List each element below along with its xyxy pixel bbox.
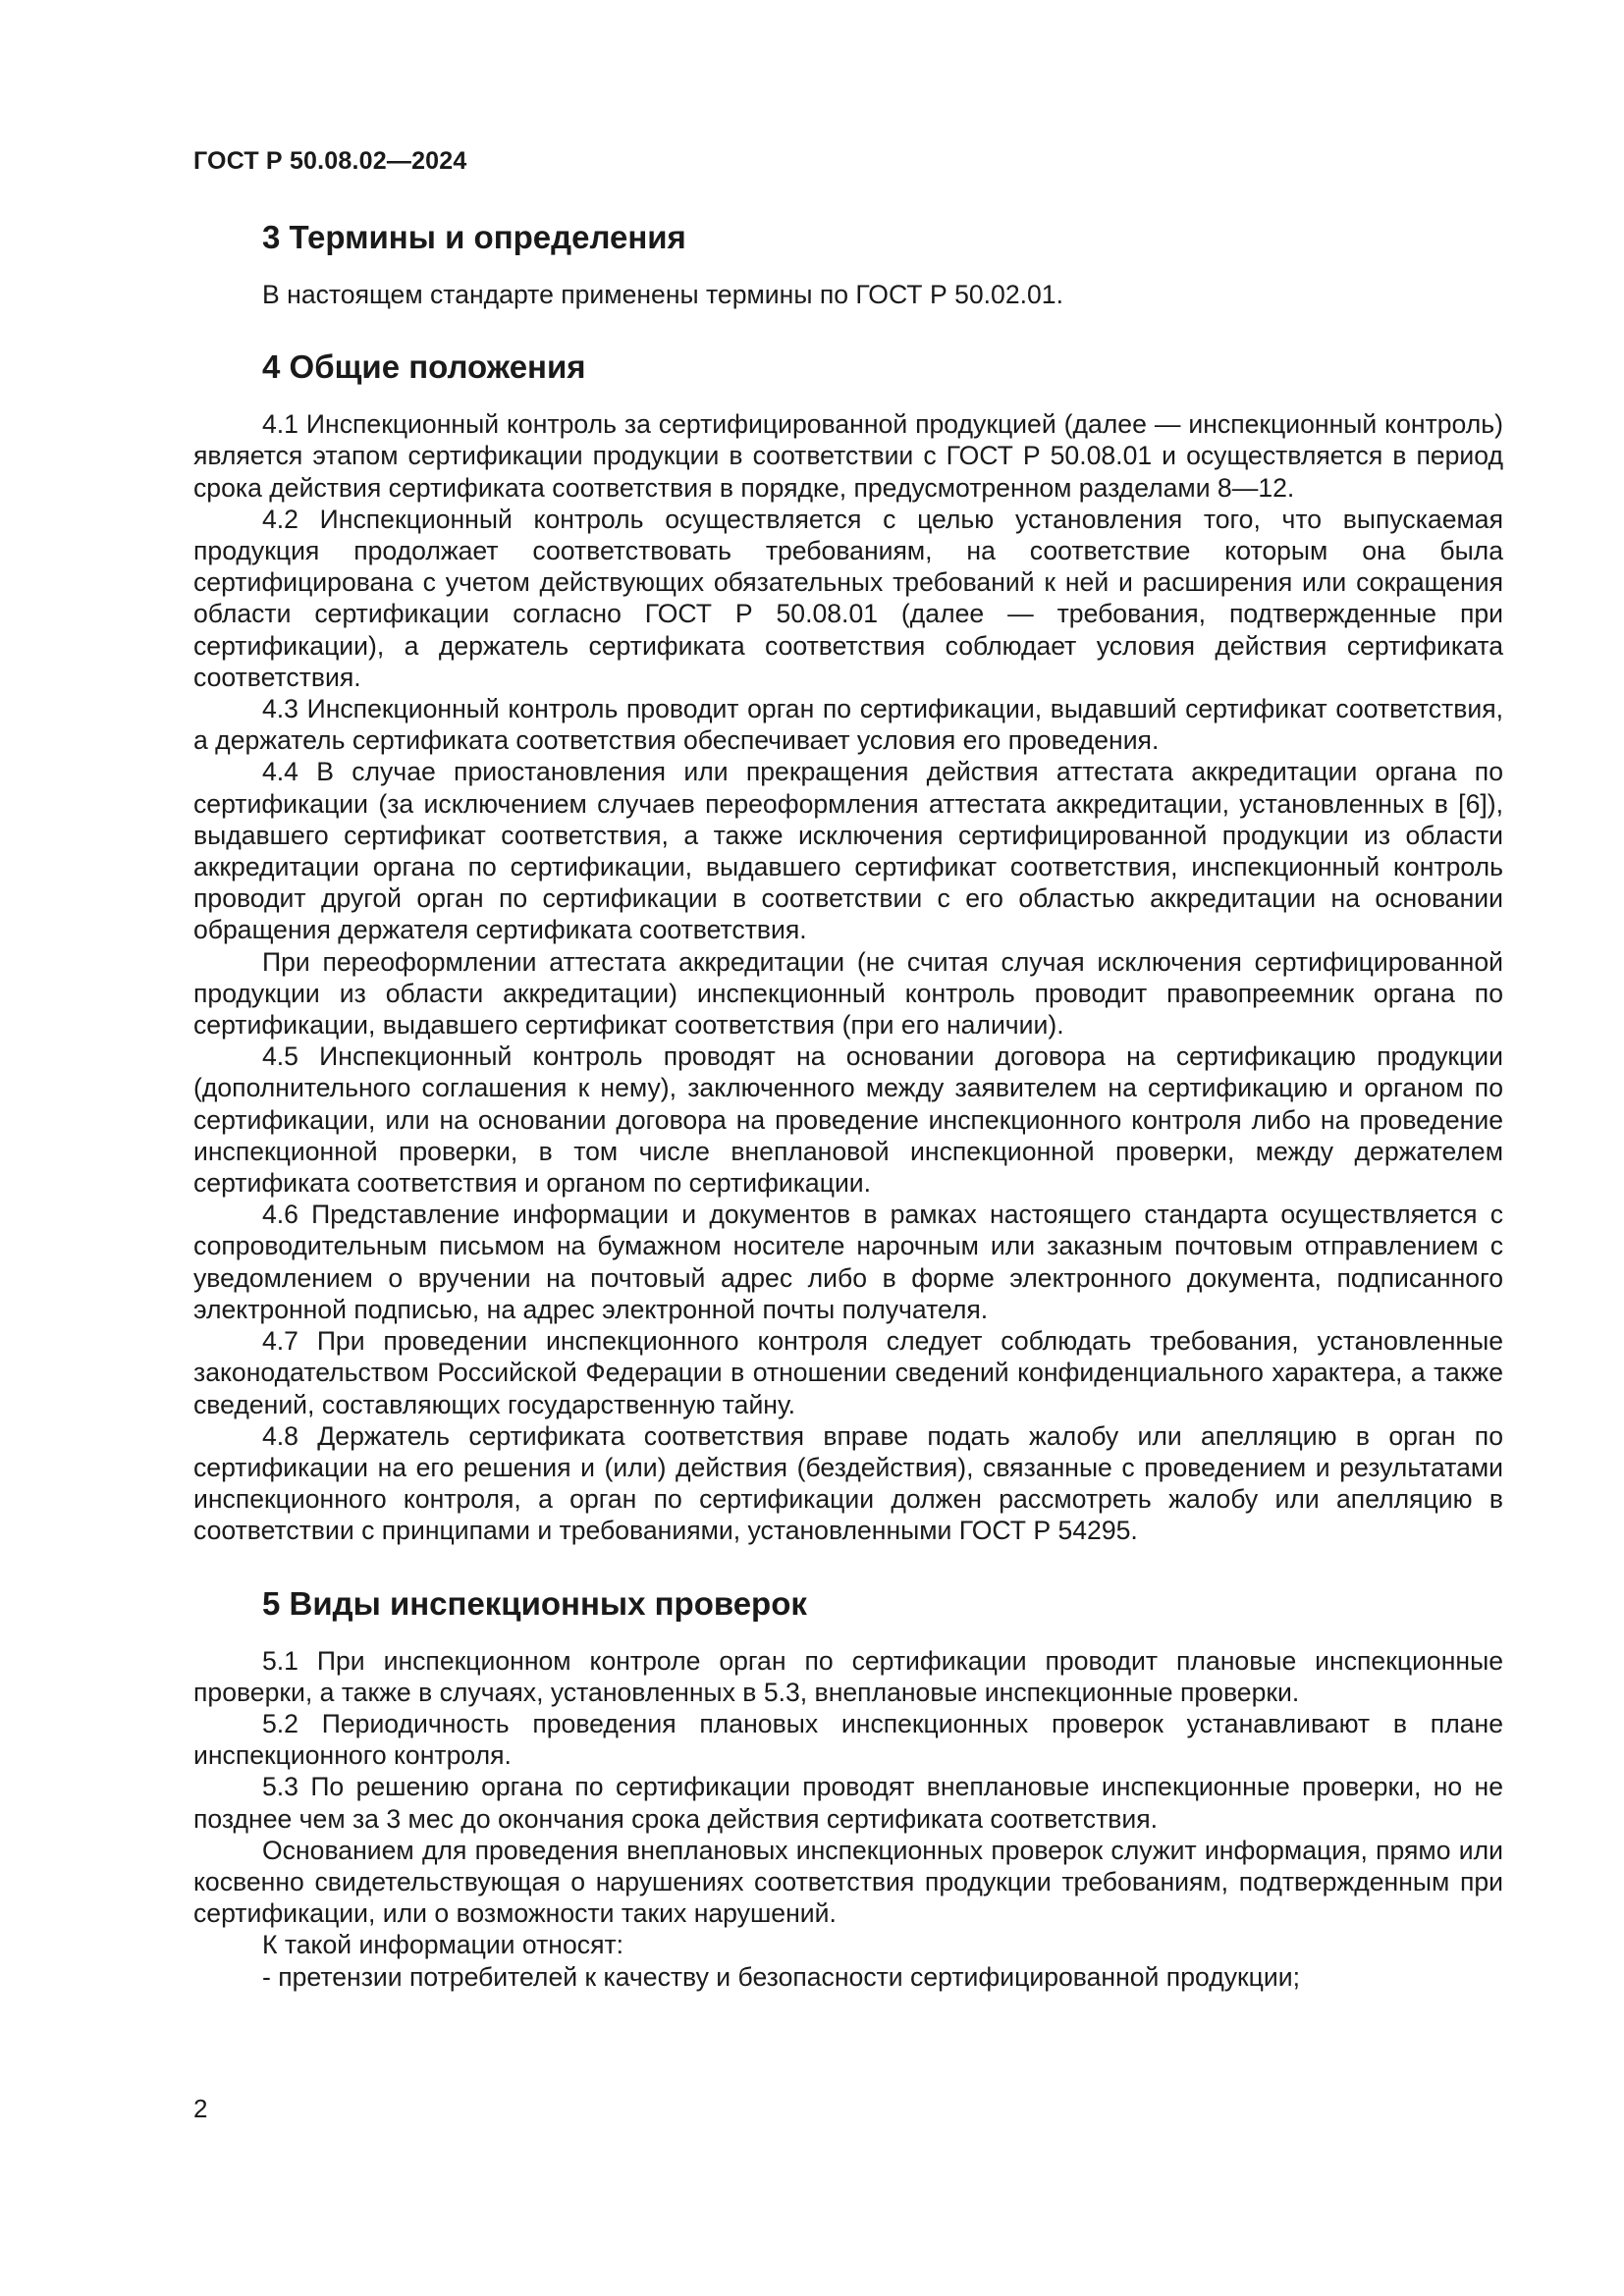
paragraph-5-3: 5.3 По решению органа по сертификации проводят внеплановые инспекционные проверки, но не позднее чем за 3 мес до окончания срока действия сертификата соответствия. xyxy=(193,1772,1503,1834)
section-4-title: 4 Общие положения xyxy=(262,348,586,386)
paragraph-5-2: 5.2 Периодичность проведения плановых инспекционных проверок устанавливают в плане инспекционного контроля. xyxy=(193,1708,1503,1771)
section-3-title: 3 Термины и определения xyxy=(262,219,686,255)
paragraph-4-4-continuation: При переоформлении аттестата аккредитации (не считая случая исключения сертифицированной продукции из области аккредитации) инспекционный контроль проводит правопреемник органа по сертификации, выдавшего сертификат соответствия (при его наличии). xyxy=(193,946,1503,1041)
paragraph-5-3-info-intro: К такой информации относят: xyxy=(262,1930,624,1960)
paragraph-4-5: 4.5 Инспекционный контроль проводят на основании договора на сертификацию продукции (дополнительного соглашения к нему), заключенного между заявителем на сертификацию и органом по сертификации, или на основании договора на проведение инспекционного контроля либо на проведение инспекционной проверки, в том числе внеплановой инспекционной проверки, между держателем сертификата соответствия и органом по сертификации. xyxy=(193,1041,1503,1199)
paragraph-4-4: 4.4 В случае приостановления или прекращения действия аттестата аккредитации органа по сертификации (за исключением случаев переоформления аттестата аккредитации, установленных в [6]), выдавшего сертификат соответствия, а также исключения сертифицированной продукции из области аккредитации органа по сертификации, выдавшего сертификат соответствия, инспекционный контроль проводит другой орган по сертификации в соответствии с его областью аккредитации на основании обращения держателя сертификата соответствия. xyxy=(193,757,1503,945)
paragraph-4-8: 4.8 Держатель сертификата соответствия вправе подать жалобу или апелляцию в орган по сертификации на его решения и (или) действия (бездействия), связанные с проведением и результатами инспекционного контроля, а орган по сертификации должен рассмотреть жалобу или апелляцию в соответствии с принципами и требованиями, установленными ГОСТ Р 54295. xyxy=(193,1420,1503,1546)
standard-code-header: ГОСТ Р 50.08.02—2024 xyxy=(193,147,467,175)
paragraph-4-6: 4.6 Представление информации и документов в рамках настоящего стандарта осуществляется с сопроводительным письмом на бумажном носителе нарочным или заказным почтовым отправлением с уведомлением о вручении на почтовый адрес либо в форме электронного документа, подписанного электронной подписью, на адрес электронной почты получателя. xyxy=(193,1200,1503,1324)
paragraph-5-3-basis: Основанием для проведения внеплановых инспекционных проверок служит информация, прямо или косвенно свидетельствующая о нарушениях соответствия продукции требованиям, подтвержденным при сертификации, или о возможности таких нарушений. xyxy=(193,1835,1503,1929)
page-number: 2 xyxy=(193,2094,208,2123)
paragraph-4-2: 4.2 Инспекционный контроль осуществляется с целью установления того, что выпускаемая продукция продолжает соответствовать требованиям, на соответствие которым она была сертифицирована с учетом действующих обязательных требований к ней и расширения или сокращения области сертификации согласно ГОСТ Р 50.08.01 (далее — требования, подтвержденные при сертификации), а держатель сертификата соответствия соблюдает условия действия сертификата соответствия. xyxy=(193,504,1503,692)
paragraph-4-7: 4.7 При проведении инспекционного контроля следует соблюдать требования, установленные законодательством Российской Федерации в отношении сведений конфиденциального характера, а также сведений, составляющих государственную тайну. xyxy=(193,1326,1503,1419)
info-list xyxy=(193,1961,1503,1993)
paragraph-5-1: 5.1 При инспекционном контроле орган по сертификации проводит плановые инспекционные проверки, а также в случаях, установленных в 5.3, внеплановые инспекционные проверки. xyxy=(193,1645,1503,1707)
document-body xyxy=(193,218,1503,1993)
list-item: - претензии потребителей к качеству и безопасности сертифицированной продукции; xyxy=(262,1961,1300,1992)
paragraph-4-3: 4.3 Инспекционный контроль проводит орган по сертификации, выдавший сертификат соответствия, а держатель сертификата соответствия обеспечивает условия его проведения. xyxy=(193,694,1503,756)
section-3-paragraph: В настоящем стандарте применены термины по ГОСТ Р 50.02.01. xyxy=(262,280,1063,309)
paragraph-4-1: 4.1 Инспекционный контроль за сертифицированной продукцией (далее — инспекционный контроль) является этапом сертификации продукции в соответствии с ГОСТ Р 50.08.01 и осуществляется в период срока действия сертификата соответствия в порядке, предусмотренном разделами 8—12. xyxy=(193,409,1503,503)
section-5-title: 5 Виды инспекционных проверок xyxy=(262,1584,807,1622)
